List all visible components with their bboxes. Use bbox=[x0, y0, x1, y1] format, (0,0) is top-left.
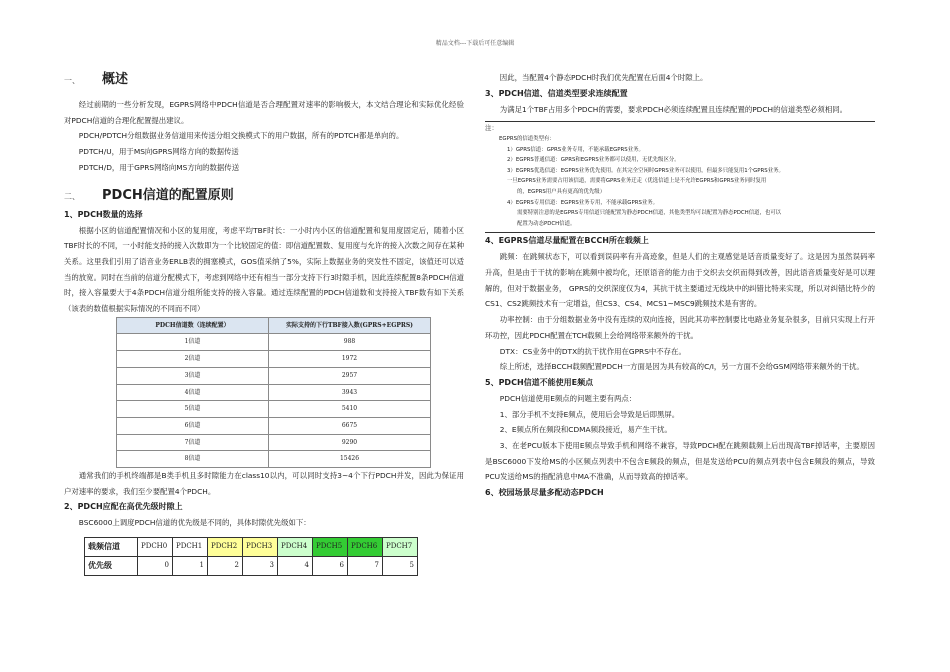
paragraph: PDTCH/D，用于GPRS网络向MS方向的数据传送 bbox=[78, 162, 240, 172]
paragraph: 3、在老PCU版本下使用E频点导致手机和网络不兼容，导致PDCH配在跳频载频上后出现高TBF掉话率，主要原因是BSC6000下发给MS的小区频点列表中不包含E频段的频点，但是发送给PCU的频点列表中包含E频段的频点，导致PCU发送给MS的指配消息中MA不准确，从而导致高的掉话率。 bbox=[485, 441, 875, 482]
table-row bbox=[117, 401, 431, 418]
note-label: 注： bbox=[485, 124, 498, 133]
subheading: 6、校园场景尽量多配动态PDCH bbox=[485, 488, 604, 498]
note-item: 配置为动态PDCH信道。 bbox=[517, 220, 576, 227]
section-heading-overview bbox=[64, 70, 464, 91]
table-row bbox=[85, 557, 418, 576]
table-cell: 3943 bbox=[269, 384, 431, 401]
section-number: 一、 bbox=[64, 76, 80, 85]
section-number: 二、 bbox=[64, 191, 80, 201]
left-column bbox=[64, 70, 464, 576]
priority-cell: 5 bbox=[383, 557, 418, 576]
paragraph: 因此，当配置4个静态PDCH时我们优先配置在后面4个时隙上。 bbox=[499, 73, 708, 82]
table-header: 实际支持的下行TBF接入数(GPRS+EGPRS) bbox=[269, 317, 431, 334]
paragraph: 经过前期的一些分析发现，EGPRS网络中PDCH信道是否合理配置对速率的影响极大，本文结合理论和实际优化经验对PDCH信道的合理化配置提出建议。 bbox=[64, 100, 464, 125]
pdch-priority-table bbox=[84, 537, 418, 576]
table-row bbox=[85, 538, 418, 557]
row-label: 优先级 bbox=[85, 557, 138, 576]
table-cell: 1972 bbox=[269, 351, 431, 368]
channel-cell: PDCH0 bbox=[138, 538, 173, 557]
table-cell: 7信道 bbox=[117, 434, 269, 451]
paragraph: PDTCH/U，用于MS向GPRS网络方向的数据传送 bbox=[78, 147, 239, 157]
paragraph: 跳频：在跳频状态下，可以看到误码率有升高迹象，但是人们的主观感觉是话音质量变好了。这是因为虽然误码率升高，但是由于干扰的影响在跳频中被均化，还原语音的能力由于交织去交织而得到改善，因此语音质量变好是可以理解的，但对于数据业务， GPRS的交织深度仅为4，其抗干扰主要通过无线块中的纠错比特来实现，所以对纠错比特少的CS1、CS2跳频技术有一定增益，但CS3、CS4、MCS1~MSC9跳频技术是有害的。 bbox=[485, 252, 875, 309]
note-item: 一旦EGPRS业务需要占用该信道，需要将GPRS业务迁走（优选信道上是不允许EGPRS和GPRS业务同时复用 bbox=[507, 178, 767, 185]
channel-cell: PDCH7 bbox=[383, 538, 418, 557]
table-cell: 5信道 bbox=[117, 401, 269, 418]
subheading: 3、PDCH信道、信道类型要求连续配置 bbox=[485, 88, 628, 98]
table-header: PDCH信道数（连续配置） bbox=[117, 317, 269, 334]
priority-cell: 2 bbox=[208, 557, 243, 576]
table-cell: 15426 bbox=[269, 451, 431, 468]
paragraph: 为满足1个TBF占用多个PDCH的需要，要求PDCH必须连续配置且连续配置的PDCH的信道类型必须相同。 bbox=[499, 104, 847, 114]
channel-cell: PDCH5 bbox=[313, 538, 348, 557]
note-item: 4）EGPRS专用信道：EGPRS业务专用，不能承载GPRS业务。 bbox=[507, 199, 659, 206]
note-item: 3）EGPRS优选信道：EGPRS业务优先使用。在其完全空闲时GPRS业务可以使用，但最多只能复用1个GPRS业务。 bbox=[507, 167, 784, 174]
paragraph: BSC6000上调度PDCH信道的优先级是不同的，具体时隙优先级如下： bbox=[78, 518, 311, 528]
paragraph: 1、部分手机不支持E频点，使用后会导致是后即黑屏。 bbox=[499, 409, 680, 419]
channel-cell: PDCH2 bbox=[208, 538, 243, 557]
table-row bbox=[117, 417, 431, 434]
channel-cell: PDCH4 bbox=[278, 538, 313, 557]
subheading: 4、EGPRS信道尽量配置在BCCH所在载频上 bbox=[485, 236, 649, 246]
pdch-capacity-table bbox=[116, 317, 431, 468]
section-heading-principles bbox=[64, 186, 464, 207]
row-label: 载频信道 bbox=[85, 538, 138, 557]
table-cell: 3信道 bbox=[117, 367, 269, 384]
paragraph: 2、E频点所在频段和CDMA频段接近，易产生干扰。 bbox=[499, 425, 672, 435]
paragraph: 综上所述，选择BCCH载频配置PDCH一方面是因为具有较高的C/I，另一方面不会给GSM网络带来额外的干扰。 bbox=[499, 362, 864, 372]
paragraph: PDCH信道使用E频点的问题主要有两点： bbox=[499, 393, 637, 403]
subheading: 2、PDCH应配在高优先级时隙上 bbox=[64, 502, 183, 512]
table-row bbox=[117, 367, 431, 384]
priority-cell: 1 bbox=[173, 557, 208, 576]
table-cell: 4信道 bbox=[117, 384, 269, 401]
section-title: 概述 bbox=[102, 72, 129, 87]
table-cell: 2957 bbox=[269, 367, 431, 384]
priority-cell: 3 bbox=[243, 557, 278, 576]
note-item: 1）GPRS信道：GPRS业务专用，不能承载EGPRS业务。 bbox=[507, 146, 644, 153]
priority-cell: 4 bbox=[278, 557, 313, 576]
page-header: 精品文档---下载后可任意编辑 bbox=[435, 40, 515, 47]
table-row bbox=[117, 451, 431, 468]
subheading: 5、PDCH信道不能使用E频点 bbox=[485, 377, 594, 387]
note-box bbox=[485, 121, 875, 233]
paragraph: 通常我们的手机终端都是B类手机且多时隙能力在class10以内，可以同时支持3~4个下行PDCH并发，因此为保证用户对速率的要求，我们至少要配置4个PDCH。 bbox=[64, 471, 464, 496]
subheading: 1、PDCH数量的选择 bbox=[64, 209, 143, 219]
table-row bbox=[117, 384, 431, 401]
table-cell: 2信道 bbox=[117, 351, 269, 368]
table-cell: 9290 bbox=[269, 434, 431, 451]
note-item: 需要特别注意的是EGPRS专用信道只能配置为静态PDCH信道，其他类型均可以配置为静态PDCH信道，也可以 bbox=[517, 210, 782, 217]
note-item: 的，EGPRS用户具有更高的优先级） bbox=[517, 188, 606, 195]
table-cell: 1信道 bbox=[117, 334, 269, 351]
paragraph: 功率控制：由于分组数据业务中没有连续的双向连接，因此其功率控制要比电路业务复杂很多，目前只实现上行开环功控，因此PDCH配置在TCH载频上会给网络带来额外的干扰。 bbox=[485, 315, 875, 340]
paragraph: 根据小区的信道配置情况和小区的复用度，考虑平均TBF时长：一小时内小区的信道配置和复用度固定后，随着小区TBF时长的不同，一小时能支持的接入次数即为一个比较固定的值：即信道配置数、复用度与允许的接入次数之间存在某种关系。这里我们引用了语音业务ERLB表的拥塞模式，GOS值采纳了5%，实际上数据业务的突发性不固定，该值还可以适当的放宽。同时在当前的信道分配模式下，考虑到网络中还有相当一部分支持下行3时隙手机，因此连续配置8条PDCH信道时，接入容量要大于4条PDCH信道分组所能支持的接入容量。通过连续配置的PDCH信道数和支持接入TBF数有如下关系（该表的数值根据实际情况的不同而不同） bbox=[64, 225, 464, 314]
table-cell: 6675 bbox=[269, 417, 431, 434]
table-cell: 6信道 bbox=[117, 417, 269, 434]
right-column bbox=[485, 70, 875, 501]
channel-cell: PDCH6 bbox=[348, 538, 383, 557]
table-row bbox=[117, 434, 431, 451]
table-row bbox=[117, 351, 431, 368]
priority-cell: 6 bbox=[313, 557, 348, 576]
table-cell: 5410 bbox=[269, 401, 431, 418]
table-cell: 8信道 bbox=[117, 451, 269, 468]
note-title: EGPRS的信道类型有： bbox=[499, 136, 555, 142]
channel-cell: PDCH1 bbox=[173, 538, 208, 557]
table-cell: 988 bbox=[269, 334, 431, 351]
table-row bbox=[117, 334, 431, 351]
note-item: 2）EGPRS普通信道：GPRS和EGPRS业务都可以使用，无优先级区分。 bbox=[507, 157, 680, 164]
section-title: PDCH信道的配置原则 bbox=[102, 187, 234, 203]
paragraph: PDCH/PDTCH分组数据业务信道用来传送分组交换模式下的用户数据，所有的PDTCH都是单向的。 bbox=[78, 131, 404, 141]
paragraph: DTX：CS业务中的DTX的抗干扰作用在GPRS中不存在。 bbox=[499, 346, 686, 356]
channel-cell: PDCH3 bbox=[243, 538, 278, 557]
priority-cell: 7 bbox=[348, 557, 383, 576]
priority-cell: 0 bbox=[138, 557, 173, 576]
